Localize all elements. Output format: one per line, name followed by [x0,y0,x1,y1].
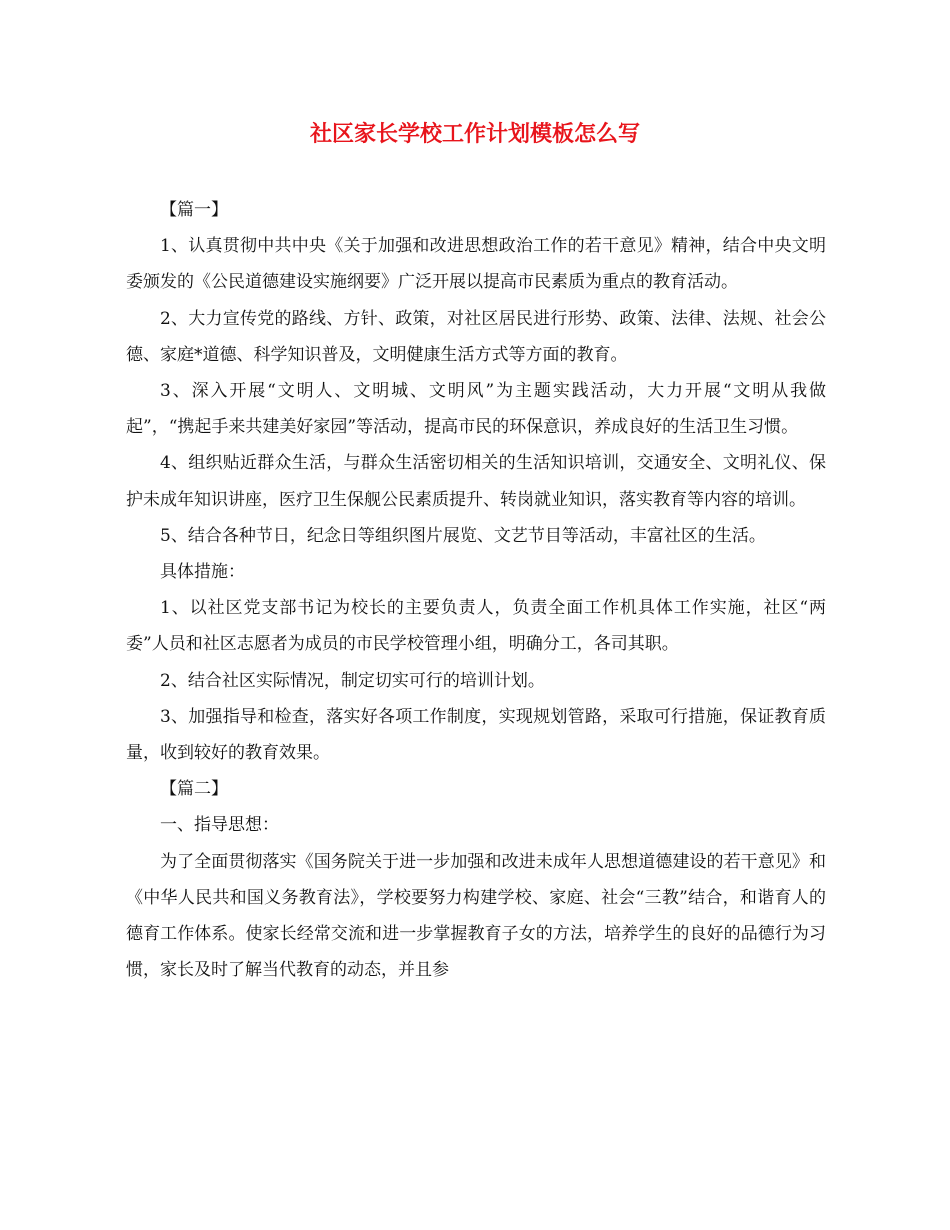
paragraph: 3、加强指导和检查，落实好各项工作制度，实现规划管路，采取可行措施，保证教育质量，收到较好的教育效果。 [126,706,826,764]
paragraph: 1、认真贯彻中共中央《关于加强和改进思想政治工作的若干意见》精神，结合中央文明委颁发的《公民道德建设实施纲要》广泛开展以提高市民素质为重点的教育活动。 [126,236,826,293]
paragraph: 4、组织贴近群众生活，与群众生活密切相关的生活知识培训，交通安全、文明礼仪、保护未成年知识讲座，医疗卫生保舰公民素质提升、转岗就业知识，落实教育等内容的培训。 [126,453,826,510]
paragraph: 3、深入开展“文明人、文明城、文明风”为主题实践活动，大力开展“文明从我做起”，“携起手来共建美好家园”等活动，提高市民的环保意识，养成良好的生活卫生习惯。 [126,381,826,438]
paragraph: 为了全面贯彻落实《国务院关于进一步加强和改进未成年人思想道德建设的若干意见》和《中华人民共和国义务教育法》，学校要努力构建学校、家庭、社会“三教”结合，和谐育人的德育工作体系。使家长经常交流和进一步掌握教育子女的方法，培养学生的良好的品德行为习惯，家长及时了解当代教育的动态，并且参 [126,851,826,981]
section-heading-part-1: 【篇一】 [160,200,228,220]
paragraph: 2、大力宣传党的路线、方针、政策，对社区居民进行形势、政策、法律、法规、社会公德、家庭*道德、科学知识普及，文明健康生活方式等方面的教育。 [126,308,826,365]
paragraph: 5、结合各种节日，纪念日等组织图片展览、文艺节目等活动，丰富社区的生活。 [160,525,766,546]
paragraph: 2、结合社区实际情况，制定切实可行的培训计划。 [160,670,545,691]
document-body [126,192,826,988]
section-heading-part-2: 【篇二】 [160,779,228,800]
subheading-guiding-thought: 一、指导思想： [160,815,279,836]
document-title: 社区家长学校工作计划模板怎么写 [309,121,640,147]
subheading-measures: 具体措施： [160,562,245,583]
paragraph: 1、以社区党支部书记为校长的主要负责人，负责全面工作机具体工作实施，社区“两委”人员和社区志愿者为成员的市民学校管理小组，明确分工，各司其职。 [126,598,826,655]
